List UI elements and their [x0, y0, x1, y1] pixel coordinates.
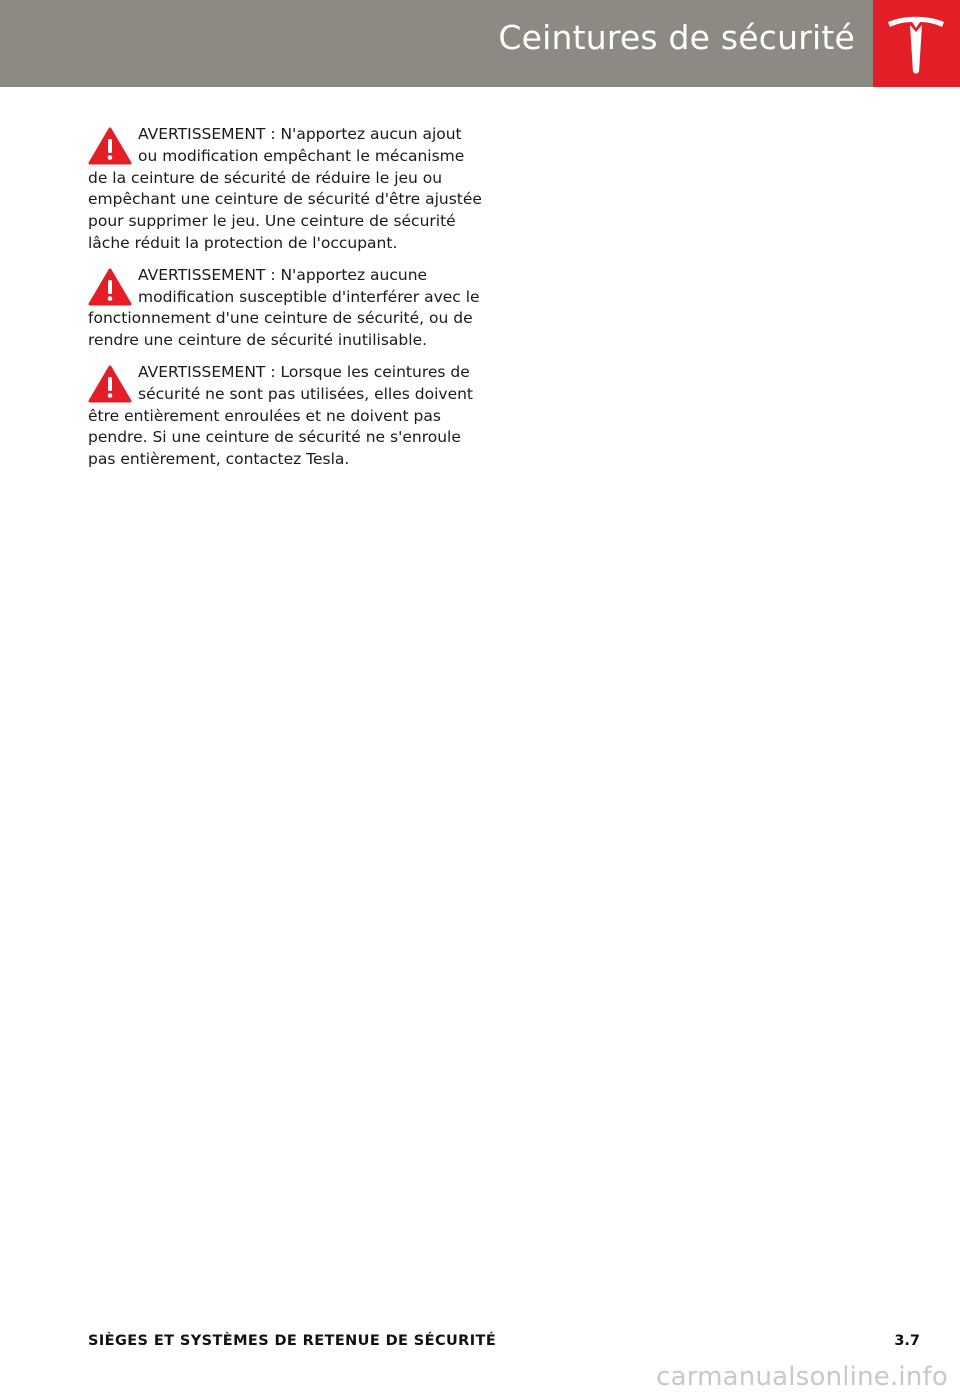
- watermark: carmanualsonline.info: [656, 1362, 948, 1392]
- warning-text: AVERTISSEMENT : N'apportez aucune modification susceptible d'interférer avec le fonctionnement d'une ceinture de sécurité, ou de rendre une ceinture de sécurité inutilisable.: [88, 265, 480, 350]
- header-bar: [0, 0, 873, 87]
- warning-block: [88, 362, 483, 471]
- warning-text: AVERTISSEMENT : Lorsque les ceintures de sécurité ne sont pas utilisées, elles doivent être entièrement enroulées et ne doivent pas pendre. Si une ceinture de sécurité ne s'enroule pas entièrement, contactez Tesla.: [88, 362, 474, 469]
- warning-triangle-icon: [88, 126, 132, 166]
- brand-logo: [873, 0, 960, 87]
- warnings-list: [88, 124, 483, 481]
- warning-block: [88, 124, 483, 255]
- warning-block: [88, 265, 483, 352]
- warning-triangle-icon: [88, 364, 132, 404]
- tesla-logo-icon: [884, 12, 948, 76]
- page-number: 3.7: [894, 1333, 920, 1349]
- warning-text: AVERTISSEMENT : N'apportez aucun ajout ou modification empêchant le mécanisme de la ceinture de sécurité de réduire le jeu ou empêchant une ceinture de sécurité d'être ajustée pour supprimer le jeu. Une ceinture de sécurité lâche réduit la protection de l'occupant.: [88, 125, 482, 252]
- page-title: Ceintures de sécurité: [498, 18, 855, 57]
- footer-section-title: SIÈGES ET SYSTÈMES DE RETENUE DE SÉCURITÉ: [88, 1333, 497, 1349]
- warning-triangle-icon: [88, 267, 132, 307]
